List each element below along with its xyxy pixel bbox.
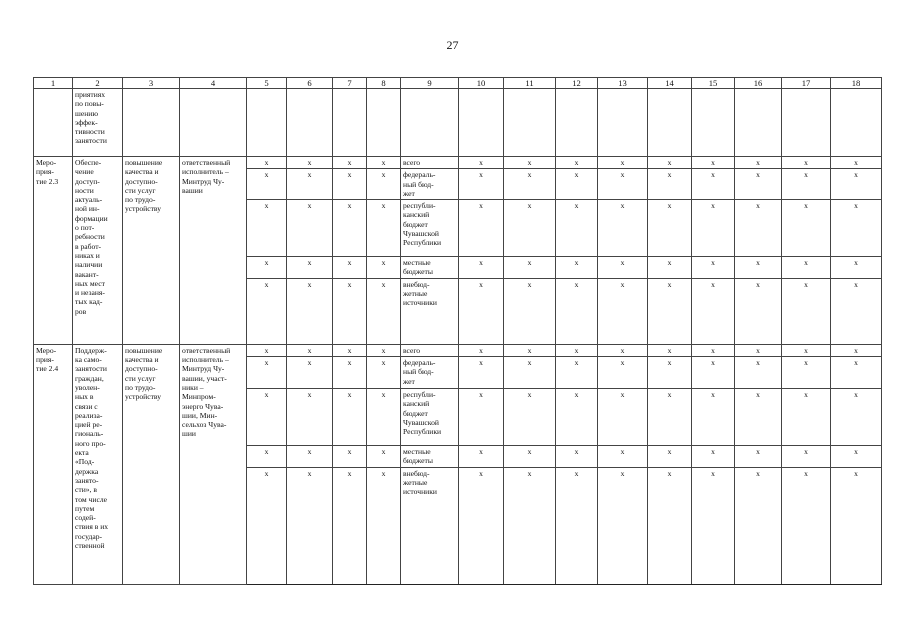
- mark-cell: x: [692, 344, 735, 356]
- mark-cell: x: [504, 344, 556, 356]
- mark-cell: x: [556, 169, 598, 200]
- table-row: [34, 89, 882, 157]
- mark-cell: x: [598, 257, 648, 279]
- funding-source: внебюд- жетные источники: [401, 278, 459, 344]
- mark-cell: x: [692, 389, 735, 446]
- mark-cell: x: [333, 278, 367, 344]
- program-events-table: [33, 77, 882, 585]
- mark-cell: x: [598, 357, 648, 389]
- column-number-8: 8: [367, 78, 401, 89]
- mark-cell: x: [556, 278, 598, 344]
- mark-cell: x: [735, 446, 782, 468]
- mark-cell: x: [459, 169, 504, 200]
- mark-cell: x: [782, 389, 831, 446]
- mark-cell: x: [735, 257, 782, 279]
- mark-cell: x: [735, 357, 782, 389]
- mark-cell: x: [333, 169, 367, 200]
- mark-cell: x: [782, 157, 831, 169]
- column-number-2: 2: [73, 78, 123, 89]
- funding-source: всего: [401, 344, 459, 356]
- mark-cell: x: [692, 357, 735, 389]
- mark-cell: x: [782, 257, 831, 279]
- mark-cell: x: [504, 446, 556, 468]
- mark-cell: x: [735, 200, 782, 257]
- mark-cell: x: [831, 389, 882, 446]
- mark-cell: x: [367, 389, 401, 446]
- mark-cell: x: [648, 389, 692, 446]
- event-2-3-executor: ответственный исполнитель – Минтруд Чу- вашии: [180, 157, 247, 345]
- funding-source: федераль- ный бюд- жет: [401, 169, 459, 200]
- mark-cell: x: [556, 344, 598, 356]
- mark-cell: x: [287, 257, 333, 279]
- mark-cell: x: [367, 467, 401, 584]
- mark-cell: x: [648, 446, 692, 468]
- event-2-4-executor: ответственный исполнитель – Минтруд Чу- вашии, участ- ники – Минпром- энерго Чува- шии, Мин- сельхоз Чува- шии: [180, 344, 247, 584]
- column-number-12: 12: [556, 78, 598, 89]
- mark-cell: x: [648, 467, 692, 584]
- column-number-17: 17: [782, 78, 831, 89]
- mark-cell: x: [692, 467, 735, 584]
- mark-cell: x: [459, 446, 504, 468]
- column-number-5: 5: [247, 78, 287, 89]
- mark-cell: x: [367, 169, 401, 200]
- mark-cell: x: [333, 357, 367, 389]
- mark-cell: x: [648, 357, 692, 389]
- mark-cell: x: [556, 357, 598, 389]
- mark-cell: x: [459, 200, 504, 257]
- mark-cell: x: [556, 200, 598, 257]
- mark-cell: x: [287, 278, 333, 344]
- mark-cell: x: [692, 257, 735, 279]
- mark-cell: x: [287, 157, 333, 169]
- mark-cell: x: [504, 200, 556, 257]
- mark-cell: x: [459, 157, 504, 169]
- mark-cell: x: [247, 200, 287, 257]
- event-2-4-id: Меро- прия- тие 2.4: [34, 344, 73, 584]
- mark-cell: x: [598, 344, 648, 356]
- column-number-16: 16: [735, 78, 782, 89]
- mark-cell: x: [735, 344, 782, 356]
- event-2-3-title: Обеспе- чение доступ- ности актуаль- ной ин- формации о пот- ребности в работ- никах и наличии вакант- ных мест и незаня- тых кад- ров: [73, 157, 123, 345]
- mark-cell: x: [831, 200, 882, 257]
- column-number-6: 6: [287, 78, 333, 89]
- mark-cell: x: [333, 200, 367, 257]
- mark-cell: x: [459, 278, 504, 344]
- mark-cell: x: [735, 467, 782, 584]
- mark-cell: x: [831, 157, 882, 169]
- mark-cell: x: [831, 357, 882, 389]
- mark-cell: x: [367, 344, 401, 356]
- funding-source: федераль- ный бюд- жет: [401, 357, 459, 389]
- mark-cell: x: [459, 467, 504, 584]
- mark-cell: x: [782, 200, 831, 257]
- mark-cell: x: [287, 446, 333, 468]
- mark-cell: x: [598, 169, 648, 200]
- mark-cell: x: [247, 278, 287, 344]
- mark-cell: x: [459, 357, 504, 389]
- event-2-4-goal: повышение качества и доступно- сти услуг по трудо- устройству: [123, 344, 180, 584]
- mark-cell: x: [333, 344, 367, 356]
- column-number-14: 14: [648, 78, 692, 89]
- mark-cell: x: [735, 389, 782, 446]
- mark-cell: x: [287, 389, 333, 446]
- mark-cell: x: [504, 278, 556, 344]
- mark-cell: x: [782, 344, 831, 356]
- mark-cell: x: [459, 257, 504, 279]
- mark-cell: x: [556, 446, 598, 468]
- mark-cell: x: [598, 200, 648, 257]
- mark-cell: x: [247, 257, 287, 279]
- mark-cell: x: [556, 467, 598, 584]
- mark-cell: x: [504, 257, 556, 279]
- mark-cell: x: [692, 157, 735, 169]
- mark-cell: x: [504, 357, 556, 389]
- mark-cell: x: [782, 169, 831, 200]
- mark-cell: x: [287, 200, 333, 257]
- mark-cell: x: [598, 157, 648, 169]
- table-row: [34, 344, 882, 356]
- column-number-7: 7: [333, 78, 367, 89]
- column-number-3: 3: [123, 78, 180, 89]
- mark-cell: x: [247, 169, 287, 200]
- mark-cell: x: [648, 169, 692, 200]
- funding-source: республи- канский бюджет Чувашской Республики: [401, 200, 459, 257]
- mark-cell: x: [831, 169, 882, 200]
- mark-cell: x: [247, 357, 287, 389]
- mark-cell: x: [831, 446, 882, 468]
- event-2-4-title: Поддерж- ка само- занятости граждан, уволен- ных в связи с реализа- цией ре- гиональ- ного про- екта «Под- держка занято- сти», в том числе путем содей- ствия в их государ- ственной: [73, 344, 123, 584]
- mark-cell: x: [247, 446, 287, 468]
- mark-cell: x: [556, 389, 598, 446]
- mark-cell: x: [831, 278, 882, 344]
- table-row: [34, 157, 882, 169]
- mark-cell: x: [648, 200, 692, 257]
- mark-cell: x: [459, 344, 504, 356]
- event-2-3-goal: повышение качества и доступно- сти услуг по трудо- устройству: [123, 157, 180, 345]
- funding-source: республи- канский бюджет Чувашской Республики: [401, 389, 459, 446]
- carry-measure-cell: приятиях по повы- шению эффек- тивности занятости: [73, 89, 123, 157]
- mark-cell: x: [247, 157, 287, 169]
- mark-cell: x: [831, 467, 882, 584]
- mark-cell: x: [333, 446, 367, 468]
- mark-cell: x: [504, 389, 556, 446]
- funding-source: всего: [401, 157, 459, 169]
- mark-cell: x: [598, 446, 648, 468]
- mark-cell: x: [367, 257, 401, 279]
- mark-cell: x: [692, 278, 735, 344]
- mark-cell: x: [556, 157, 598, 169]
- mark-cell: x: [333, 389, 367, 446]
- mark-cell: x: [367, 446, 401, 468]
- column-number-4: 4: [180, 78, 247, 89]
- mark-cell: x: [287, 169, 333, 200]
- mark-cell: x: [333, 257, 367, 279]
- column-number-13: 13: [598, 78, 648, 89]
- mark-cell: x: [735, 278, 782, 344]
- page-number: 27: [446, 38, 459, 52]
- mark-cell: x: [598, 389, 648, 446]
- mark-cell: x: [648, 344, 692, 356]
- mark-cell: x: [459, 389, 504, 446]
- mark-cell: x: [287, 467, 333, 584]
- column-number-1: 1: [34, 78, 73, 89]
- column-number-18: 18: [831, 78, 882, 89]
- mark-cell: x: [831, 257, 882, 279]
- mark-cell: x: [735, 157, 782, 169]
- mark-cell: x: [648, 278, 692, 344]
- mark-cell: x: [598, 278, 648, 344]
- column-number-10: 10: [459, 78, 504, 89]
- mark-cell: x: [782, 278, 831, 344]
- column-number-11: 11: [504, 78, 556, 89]
- mark-cell: x: [648, 257, 692, 279]
- mark-cell: x: [648, 157, 692, 169]
- mark-cell: x: [367, 157, 401, 169]
- column-number-15: 15: [692, 78, 735, 89]
- mark-cell: x: [504, 157, 556, 169]
- mark-cell: x: [247, 344, 287, 356]
- mark-cell: x: [367, 357, 401, 389]
- funding-source: местные бюджеты: [401, 257, 459, 279]
- mark-cell: x: [367, 278, 401, 344]
- event-2-3-id: Меро- прия- тие 2.3: [34, 157, 73, 345]
- mark-cell: x: [556, 257, 598, 279]
- mark-cell: x: [504, 169, 556, 200]
- mark-cell: x: [287, 357, 333, 389]
- mark-cell: x: [333, 157, 367, 169]
- mark-cell: x: [247, 389, 287, 446]
- mark-cell: x: [782, 467, 831, 584]
- mark-cell: x: [692, 200, 735, 257]
- mark-cell: x: [831, 344, 882, 356]
- column-number-9: 9: [401, 78, 459, 89]
- mark-cell: x: [735, 169, 782, 200]
- mark-cell: x: [598, 467, 648, 584]
- mark-cell: x: [692, 446, 735, 468]
- mark-cell: x: [504, 467, 556, 584]
- mark-cell: x: [247, 467, 287, 584]
- mark-cell: x: [692, 169, 735, 200]
- funding-source: внебюд- жетные источники: [401, 467, 459, 584]
- mark-cell: x: [287, 344, 333, 356]
- mark-cell: x: [782, 357, 831, 389]
- mark-cell: x: [333, 467, 367, 584]
- funding-source: местные бюджеты: [401, 446, 459, 468]
- column-number-row: [34, 78, 882, 89]
- mark-cell: x: [367, 200, 401, 257]
- mark-cell: x: [782, 446, 831, 468]
